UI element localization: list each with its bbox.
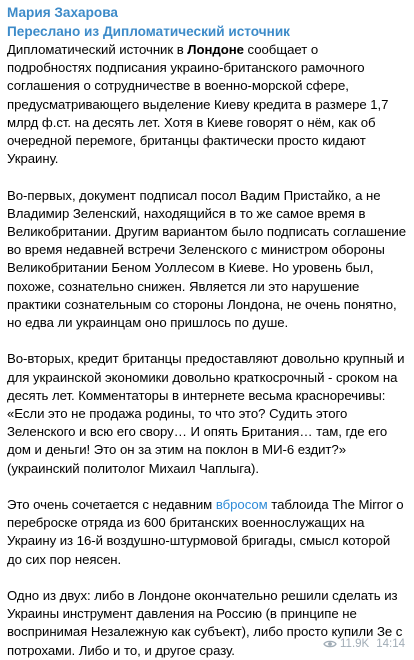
paragraph-3: Во-вторых, кредит британцы предоставляют довольно крупный и для украинской экономики довольно краткосрочный - сроком на десять лет. Комментаторы в интернете весьма красноречивы: «Если это не продажа родины, то что это? Судить этого Зеленского и всю его свору… И опять Британия… там, где его дом и деньги! Это он за этим на поклон в МИ-6 ездит?» (украинский политолог Михаил Чаплыга). [7,351,405,476]
message-meta [323,637,405,651]
paragraph-1-bold: Лондоне [187,42,244,57]
forwarded-from-label[interactable]: Переслано из Дипломатический источник [7,24,290,39]
view-count: 11.9K [340,638,370,650]
paragraph-4-text-a: Это очень сочетается с недавним [7,497,216,513]
inline-link[interactable]: вбросом [215,497,268,513]
paragraph-1-text-b: сообщает о подробностях подписания украино-британского рамочного соглашения о сотрудничестве в военно-морской сфере, предусматривающего выделение Киеву кредита в размере 1,7 млрд ф.ст. на десять лет. Хотя в Киеве говорят о нём, как об очередной перемоге, британцы фактически просто кидают Украину. [7,42,389,167]
eye-icon [323,639,337,649]
paragraph-2: Во-первых, документ подписал посол Вадим Пристайко, а не Владимир Зеленский, находящийся в то же самое время в Великобритании. Другим вариантом было подписать соглашение во время недавней встречи Зеленского с министром обороны Великобритании Беном Уоллесом в Киеве. Но уровень был, похоже, сознательно снижен. Является ли это нарушение практики сознательным со стороны Лондона, не очень понятно, но едва ли украинцам оно пришлось по душе. [7,187,407,331]
paragraph-1-text-a: Дипломатический источник в [7,42,188,57]
paragraph-1 [7,41,406,168]
message-text [7,41,406,660]
paragraph-5: Одно из двух: либо в Лондоне окончательно решили сделать из Украины инструмент давления на Россию (в принципе не воспринимая Незалежную как субъект), либо просто купили Зе с потрохами. Либо и то, и другое сразу. [7,588,403,658]
author-name[interactable]: Мария Захарова [7,5,118,20]
paragraph-4-text-b: таблоида The Mirror о переброске отряда из 600 британских военнослужащих на Украину из 16-й воздушно-штурмовой бригады, смысл которой до сих пор неясен. [7,497,404,567]
message-time: 14:14 [376,638,405,650]
paragraph-4 [7,496,406,569]
